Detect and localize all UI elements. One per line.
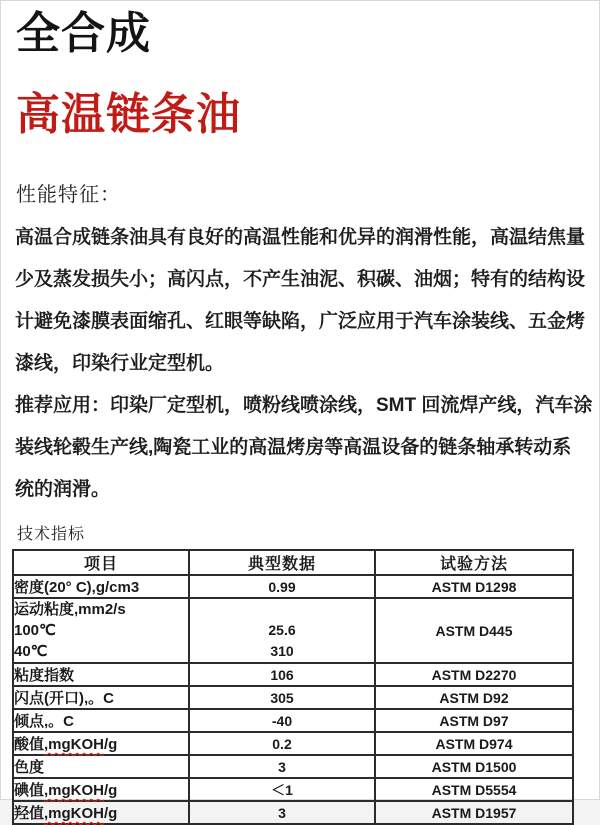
item-text: /g	[104, 782, 118, 799]
table-row-hydroxyl-value	[13, 801, 573, 824]
value-cell: 305	[189, 686, 375, 709]
value-cell: 106	[189, 663, 375, 686]
value-cell: -40	[189, 709, 375, 732]
text-line: 少及蒸发损失小；高闪点，不产生油泥、积碳、油烟；特有的结构设	[15, 269, 586, 290]
item-cell	[13, 778, 189, 801]
value-cell: 0.2	[189, 732, 375, 755]
method-cell: ASTM D1957	[375, 801, 573, 824]
features-heading: 性能特征：	[16, 184, 121, 206]
spellcheck-squiggle: ,mgKOH	[44, 736, 105, 753]
table-row-density	[13, 575, 573, 598]
header-cell-value: 典型数据	[189, 550, 375, 575]
text-line: 推荐应用：印染厂定型机，喷粉线喷涂线，SMT 回流焊产线，汽车涂	[15, 395, 593, 416]
text-line: 漆线，印染行业定型机。	[15, 353, 225, 374]
value-cell: 3	[189, 755, 375, 778]
value-cell: 3	[189, 801, 375, 824]
item-cell	[13, 663, 189, 686]
spec-table-caption: 技术指标	[17, 526, 86, 543]
table-row-viscosity-index	[13, 663, 573, 686]
value-cell: 0.99	[189, 575, 375, 598]
item-text: 倾点,。C	[14, 713, 75, 730]
value-cell: ＜1	[189, 778, 375, 801]
method-cell: ASTM D1298	[375, 575, 573, 598]
table-row-color	[13, 755, 573, 778]
item-text: /g	[104, 736, 118, 753]
features-paragraph	[15, 217, 588, 385]
method-cell: ASTM D1500	[375, 755, 573, 778]
value-text	[190, 599, 374, 620]
item-text: /g	[104, 805, 118, 822]
item-text: 碘值	[14, 782, 45, 799]
method-cell: ASTM D5554	[375, 778, 573, 801]
item-text: 粘度指数	[14, 667, 75, 684]
table-row-flash-point	[13, 686, 573, 709]
text-line: 统的润滑。	[15, 479, 111, 500]
value-cell	[189, 598, 375, 663]
value-text: 25.6	[268, 622, 296, 638]
item-text: 运动粘度,mm2/s	[14, 601, 126, 618]
item-text: 酸值	[14, 736, 45, 753]
spellcheck-squiggle: ,mgKOH	[44, 782, 105, 799]
table-row-acid-value	[13, 732, 573, 755]
value-text: 310	[270, 643, 294, 659]
method-cell: ASTM D97	[375, 709, 573, 732]
spellcheck-squiggle: ,mgKOH	[44, 805, 105, 822]
method-cell: ASTM D445	[375, 598, 573, 663]
text-line: 计避免漆膜表面缩孔、红眼等缺陷，广泛应用于汽车涂装线、五金烤	[15, 311, 586, 332]
item-cell	[13, 686, 189, 709]
header-cell-method: 试验方法	[375, 550, 573, 575]
text-line: 装线轮毂生产线,陶瓷工业的高温烤房等高温设备的链条轴承转动系	[15, 437, 572, 458]
item-text: 色度	[14, 759, 45, 776]
item-cell	[13, 801, 189, 824]
header-cell-item: 项目	[13, 550, 189, 575]
method-cell: ASTM D974	[375, 732, 573, 755]
item-cell	[13, 575, 189, 598]
item-text: 闪点(开口),。C	[14, 690, 114, 707]
item-text: 密度(20° C),g/cm3	[14, 579, 140, 596]
item-cell	[13, 732, 189, 755]
table-row-pour-point	[13, 709, 573, 732]
item-text: 100℃	[14, 622, 56, 639]
spec-table-header-row	[13, 550, 573, 575]
item-text: 羟值	[14, 805, 45, 822]
spec-table	[12, 549, 574, 825]
table-row-viscosity	[13, 598, 573, 663]
method-cell: ASTM D2270	[375, 663, 573, 686]
item-cell	[13, 755, 189, 778]
text-line: 高温合成链条油具有良好的高温性能和优异的润滑性能，高温结焦量	[15, 227, 586, 248]
item-cell	[13, 709, 189, 732]
table-row-iodine-value	[13, 778, 573, 801]
applications-paragraph	[15, 385, 593, 511]
method-cell: ASTM D92	[375, 686, 573, 709]
item-cell	[13, 598, 189, 663]
product-title-red: 高温链条油	[16, 90, 241, 139]
product-title-black: 全合成	[16, 9, 151, 58]
item-text: 40℃	[14, 643, 48, 660]
